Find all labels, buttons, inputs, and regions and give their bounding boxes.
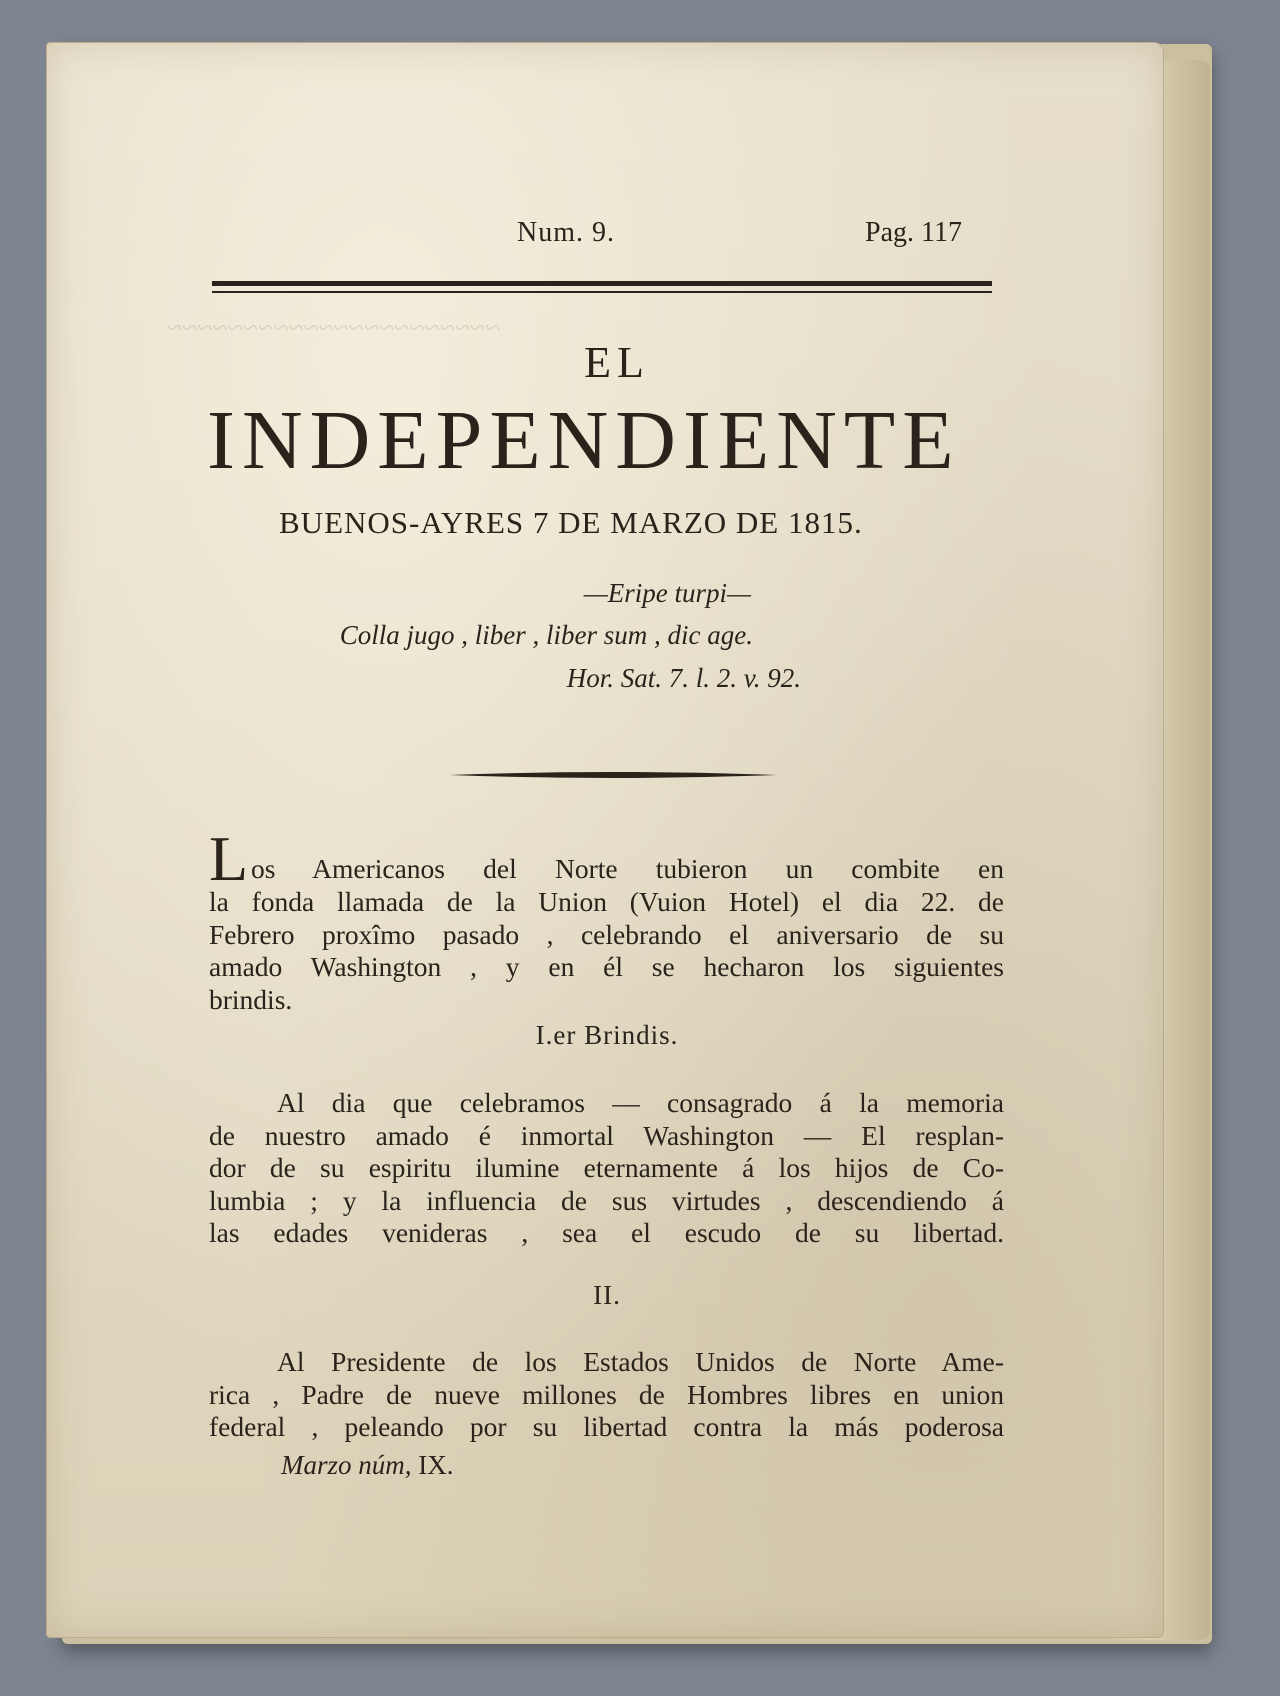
paragraph-line: brindis. — [209, 983, 293, 1015]
masthead-title: INDEPENDIENTE — [207, 394, 961, 487]
paragraph-line: la fonda llamada de la Union (Vuion Hotel) el dia 22. de — [209, 886, 1004, 917]
paragraph-1 — [209, 886, 1004, 1016]
paragraph-line: rica , Padre de nueve millones de Hombres libres en union — [209, 1378, 1004, 1410]
page-number: Pag. 117 — [865, 217, 962, 248]
epigraph-line-1: —Eripe turpi— — [583, 578, 751, 608]
signature-roman: IX. — [418, 1450, 454, 1480]
dateline: BUENOS-AYRES 7 DE MARZO DE 1815. — [279, 505, 863, 540]
paragraph-line: federal , peleando por su libertad contra la más poderosa — [209, 1411, 1004, 1442]
paragraph-line: lumbia ; y la influencia de sus virtudes , descendiendo á — [209, 1184, 1004, 1216]
drop-cap: L — [209, 823, 249, 894]
paragraph-line: amado Washington , y en él se hecharon los siguientes — [209, 951, 1004, 982]
newspaper-page — [46, 42, 1164, 1638]
paragraph-line: Febrero proxîmo pasado , celebrando el aniversario de su — [209, 918, 1004, 950]
section-heading-2: II. — [593, 1280, 621, 1310]
paragraph-1-first-line: os Americanos del Norte tubieron un combite en — [251, 853, 1004, 884]
issue-number: Num. 9. — [517, 217, 615, 248]
paragraph-line: las edades venideras , sea el escudo de su libertad. — [209, 1217, 1004, 1248]
header-double-rule — [212, 281, 992, 299]
signature-italic: Marzo núm, — [281, 1450, 412, 1480]
paragraph-line: Al dia que celebramos — consagrado á la memoria — [277, 1087, 1004, 1118]
paragraph-3 — [209, 1346, 1004, 1444]
paragraph-line: Al Presidente de los Estados Unidos de Norte Ame- — [277, 1346, 1004, 1377]
signature-mark — [281, 1450, 454, 1481]
paragraph-line: de nuestro amado é inmortal Washington — El resplan- — [209, 1119, 1004, 1151]
paragraph-2 — [209, 1087, 1004, 1250]
epigraph-line-2: Colla jugo , liber , liber sum , dic age. — [339, 620, 753, 650]
ornamental-rule — [449, 770, 777, 780]
epigraph-citation: Hor. Sat. 7. l. 2. v. 92. — [566, 663, 801, 693]
bleed-through: ~~~~~~~~~~~~~~~~~~~~~~ — [167, 313, 501, 344]
masthead-article: EL — [584, 338, 650, 387]
paragraph-line: dor de su espiritu ilumine eternamente á los hijos de Co- — [209, 1152, 1004, 1183]
section-heading-1: I.er Brindis. — [535, 1020, 679, 1050]
